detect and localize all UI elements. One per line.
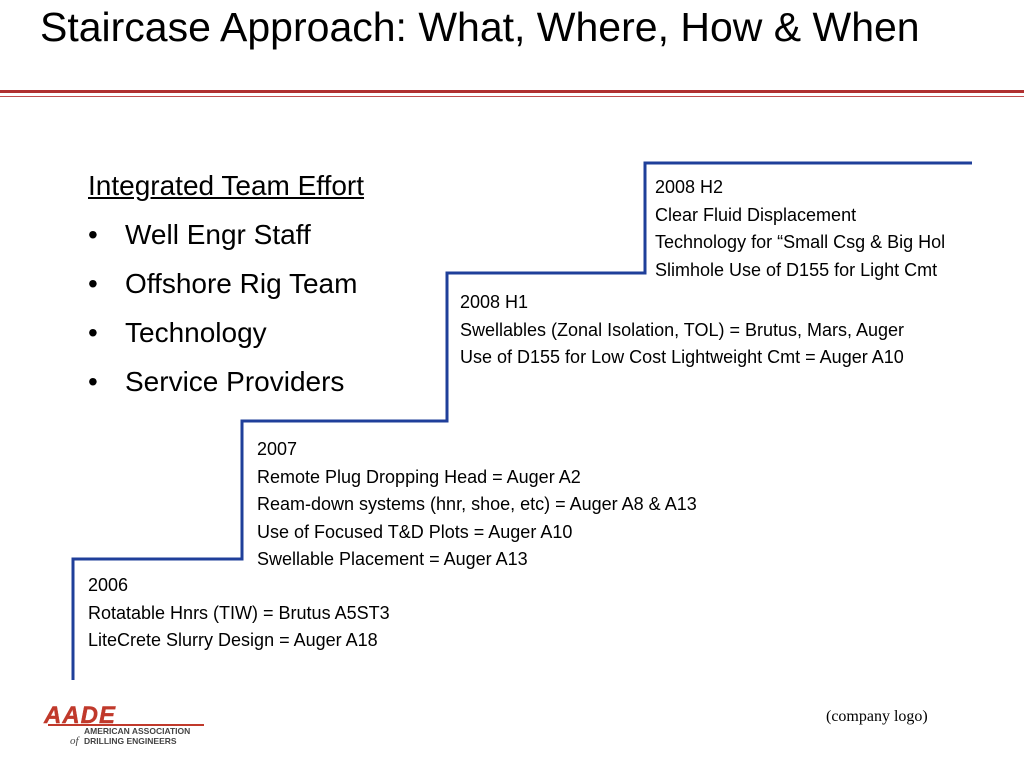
list-item-text: Service Providers [125, 366, 345, 397]
step-line: Slimhole Use of D155 for Light Cmt [655, 259, 938, 280]
list-item-text: Technology [125, 317, 267, 348]
company-logo-placeholder: (company logo) [826, 708, 928, 725]
bullet: • [88, 317, 98, 348]
step-line: Rotatable Hnrs (TIW) = Brutus A5ST3 [88, 602, 390, 623]
bullet: • [88, 219, 98, 250]
step-2008-h2 [655, 174, 945, 284]
step-line: LiteCrete Slurry Design = Auger A18 [88, 630, 378, 650]
logo-line1: AMERICAN ASSOCIATION [84, 726, 191, 736]
list-item [88, 264, 408, 304]
page-title: Staircase Approach: What, Where, How & When [40, 4, 920, 50]
step-year: 2008 H1 [460, 292, 529, 312]
logo-line2: DRILLING ENGINEERS [84, 736, 177, 746]
step-year: 2006 [88, 575, 129, 595]
list-item [88, 215, 408, 255]
bullet: • [88, 268, 98, 299]
step-2008-h1 [460, 289, 904, 372]
step-line: Swellables (Zonal Isolation, TOL) = Brutus, Mars, Auger [460, 319, 905, 340]
list-item-text: Offshore Rig Team [125, 268, 358, 299]
logo-acronym: AADE [44, 702, 117, 729]
step-year: 2008 H2 [655, 177, 724, 197]
step-year: 2007 [257, 439, 298, 459]
bullet: • [88, 366, 98, 397]
step-line: Swellable Placement = Auger A13 [257, 549, 528, 569]
step-line: Use of D155 for Low Cost Lightweight Cmt = Auger A10 [460, 347, 904, 367]
step-line: Clear Fluid Displacement [655, 204, 857, 225]
logo-line2-of: of [70, 735, 79, 746]
list-item [88, 362, 408, 402]
team-effort-heading: Integrated Team Effort [88, 170, 365, 201]
list-item-text: Well Engr Staff [125, 219, 311, 250]
team-effort-list [88, 215, 408, 402]
step-line: Ream-down systems (hnr, shoe, etc) = Auger A8 & A13 [257, 494, 697, 514]
step-line: Use of Focused T&D Plots = Auger A10 [257, 521, 573, 542]
step-line: Technology for “Small Csg & Big Hol [655, 232, 946, 252]
step-2007 [257, 436, 697, 574]
step-2006 [88, 572, 390, 655]
team-effort-panel [88, 166, 408, 411]
list-item [88, 313, 408, 353]
step-line: Remote Plug Dropping Head = Auger A2 [257, 466, 581, 487]
